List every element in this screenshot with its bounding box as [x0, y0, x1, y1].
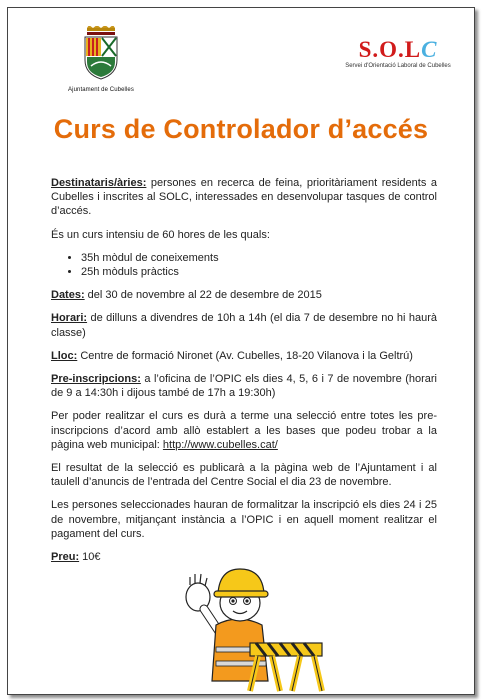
formalitzar-paragraph: Les persones seleccionades hauran de formalitzar la inscripció els dies 24 i 25 de novembre, mitjançant instància a l’OPIC i en aquell moment realitzar el pagament del curs. — [51, 499, 437, 540]
preinscripcions-paragraph — [51, 372, 437, 400]
solc-caption: Servei d'Orientació Laboral de Cubelles — [345, 63, 451, 69]
horari-label: Horari: — [51, 312, 88, 325]
destinataris-paragraph — [51, 176, 437, 219]
resultat-paragraph: El resultat de la selecció es publicarà a la pàgina web de l’Ajuntament i al taulell d’anuncis de l’entrada del Centre Social el dia 23 de novembre. — [51, 462, 437, 489]
poster-page — [7, 7, 475, 695]
list-item: • 25h mòduls pràctics — [81, 265, 437, 279]
ajuntament-logo — [46, 26, 156, 93]
seleccio-paragraph — [51, 409, 437, 452]
lloc-label: Lloc: — [51, 349, 78, 362]
lloc-paragraph — [51, 349, 437, 363]
seleccio-text: Per poder realitzar el curs es durà a terme una selecció entre totes les pre-inscripcions d’acord amb allò establert a les bases que podeu trobar a la pàgina web municipal: — [51, 410, 437, 451]
preu-label: Preu: — [51, 551, 80, 564]
horari-text: de dilluns a divendres de 10h a 14h (el dia 7 de desembre no hi haurà classe) — [51, 312, 437, 339]
page-title: Curs de Controlador d’accés — [53, 114, 429, 144]
coat-of-arms-icon — [79, 26, 123, 80]
construction-worker-icon — [176, 563, 326, 693]
solc-logo-word: S.O.L — [358, 37, 422, 62]
dates-text: del 30 de novembre al 22 de desembre de 2015 — [84, 289, 322, 302]
horari-paragraph — [51, 311, 437, 339]
lloc-text: Centre de formació Nironet (Av. Cubelles, 18-20 Vilanova i la Geltrú) — [77, 349, 413, 362]
preu-text: 10€ — [79, 551, 101, 564]
dates-paragraph — [51, 288, 437, 302]
solc-logo — [338, 38, 458, 69]
preinscripcions-label: Pre-inscripcions: — [51, 373, 141, 386]
preinscripcions-text: a l’oficina de l’OPIC els dies 4, 5, 6 i 7 de novembre (horari de 9 a 14:30h i dijous també de 17h a 19:30h) — [51, 373, 437, 400]
ajuntament-caption: Ajuntament de Cubelles — [68, 87, 134, 93]
intro-paragraph: És un curs intensiu de 60 hores de les quals: — [51, 228, 270, 241]
municipal-web-link[interactable]: http://www.cubelles.cat/ — [162, 438, 278, 451]
destinataris-label: Destinataris/àries: — [51, 177, 147, 189]
dates-label: Dates: — [51, 289, 85, 302]
list-item: • 35h mòdul de coneixements — [81, 251, 437, 265]
modules-list — [51, 251, 437, 279]
poster-body — [51, 176, 437, 573]
destinataris-text: persones en recerca de feina, prioritàriament residents a Cubelles i inscrites al SOLC, interessades en desenvolupar tasques de control d’accés. — [51, 177, 437, 218]
solc-logo-accent: C — [421, 37, 438, 62]
